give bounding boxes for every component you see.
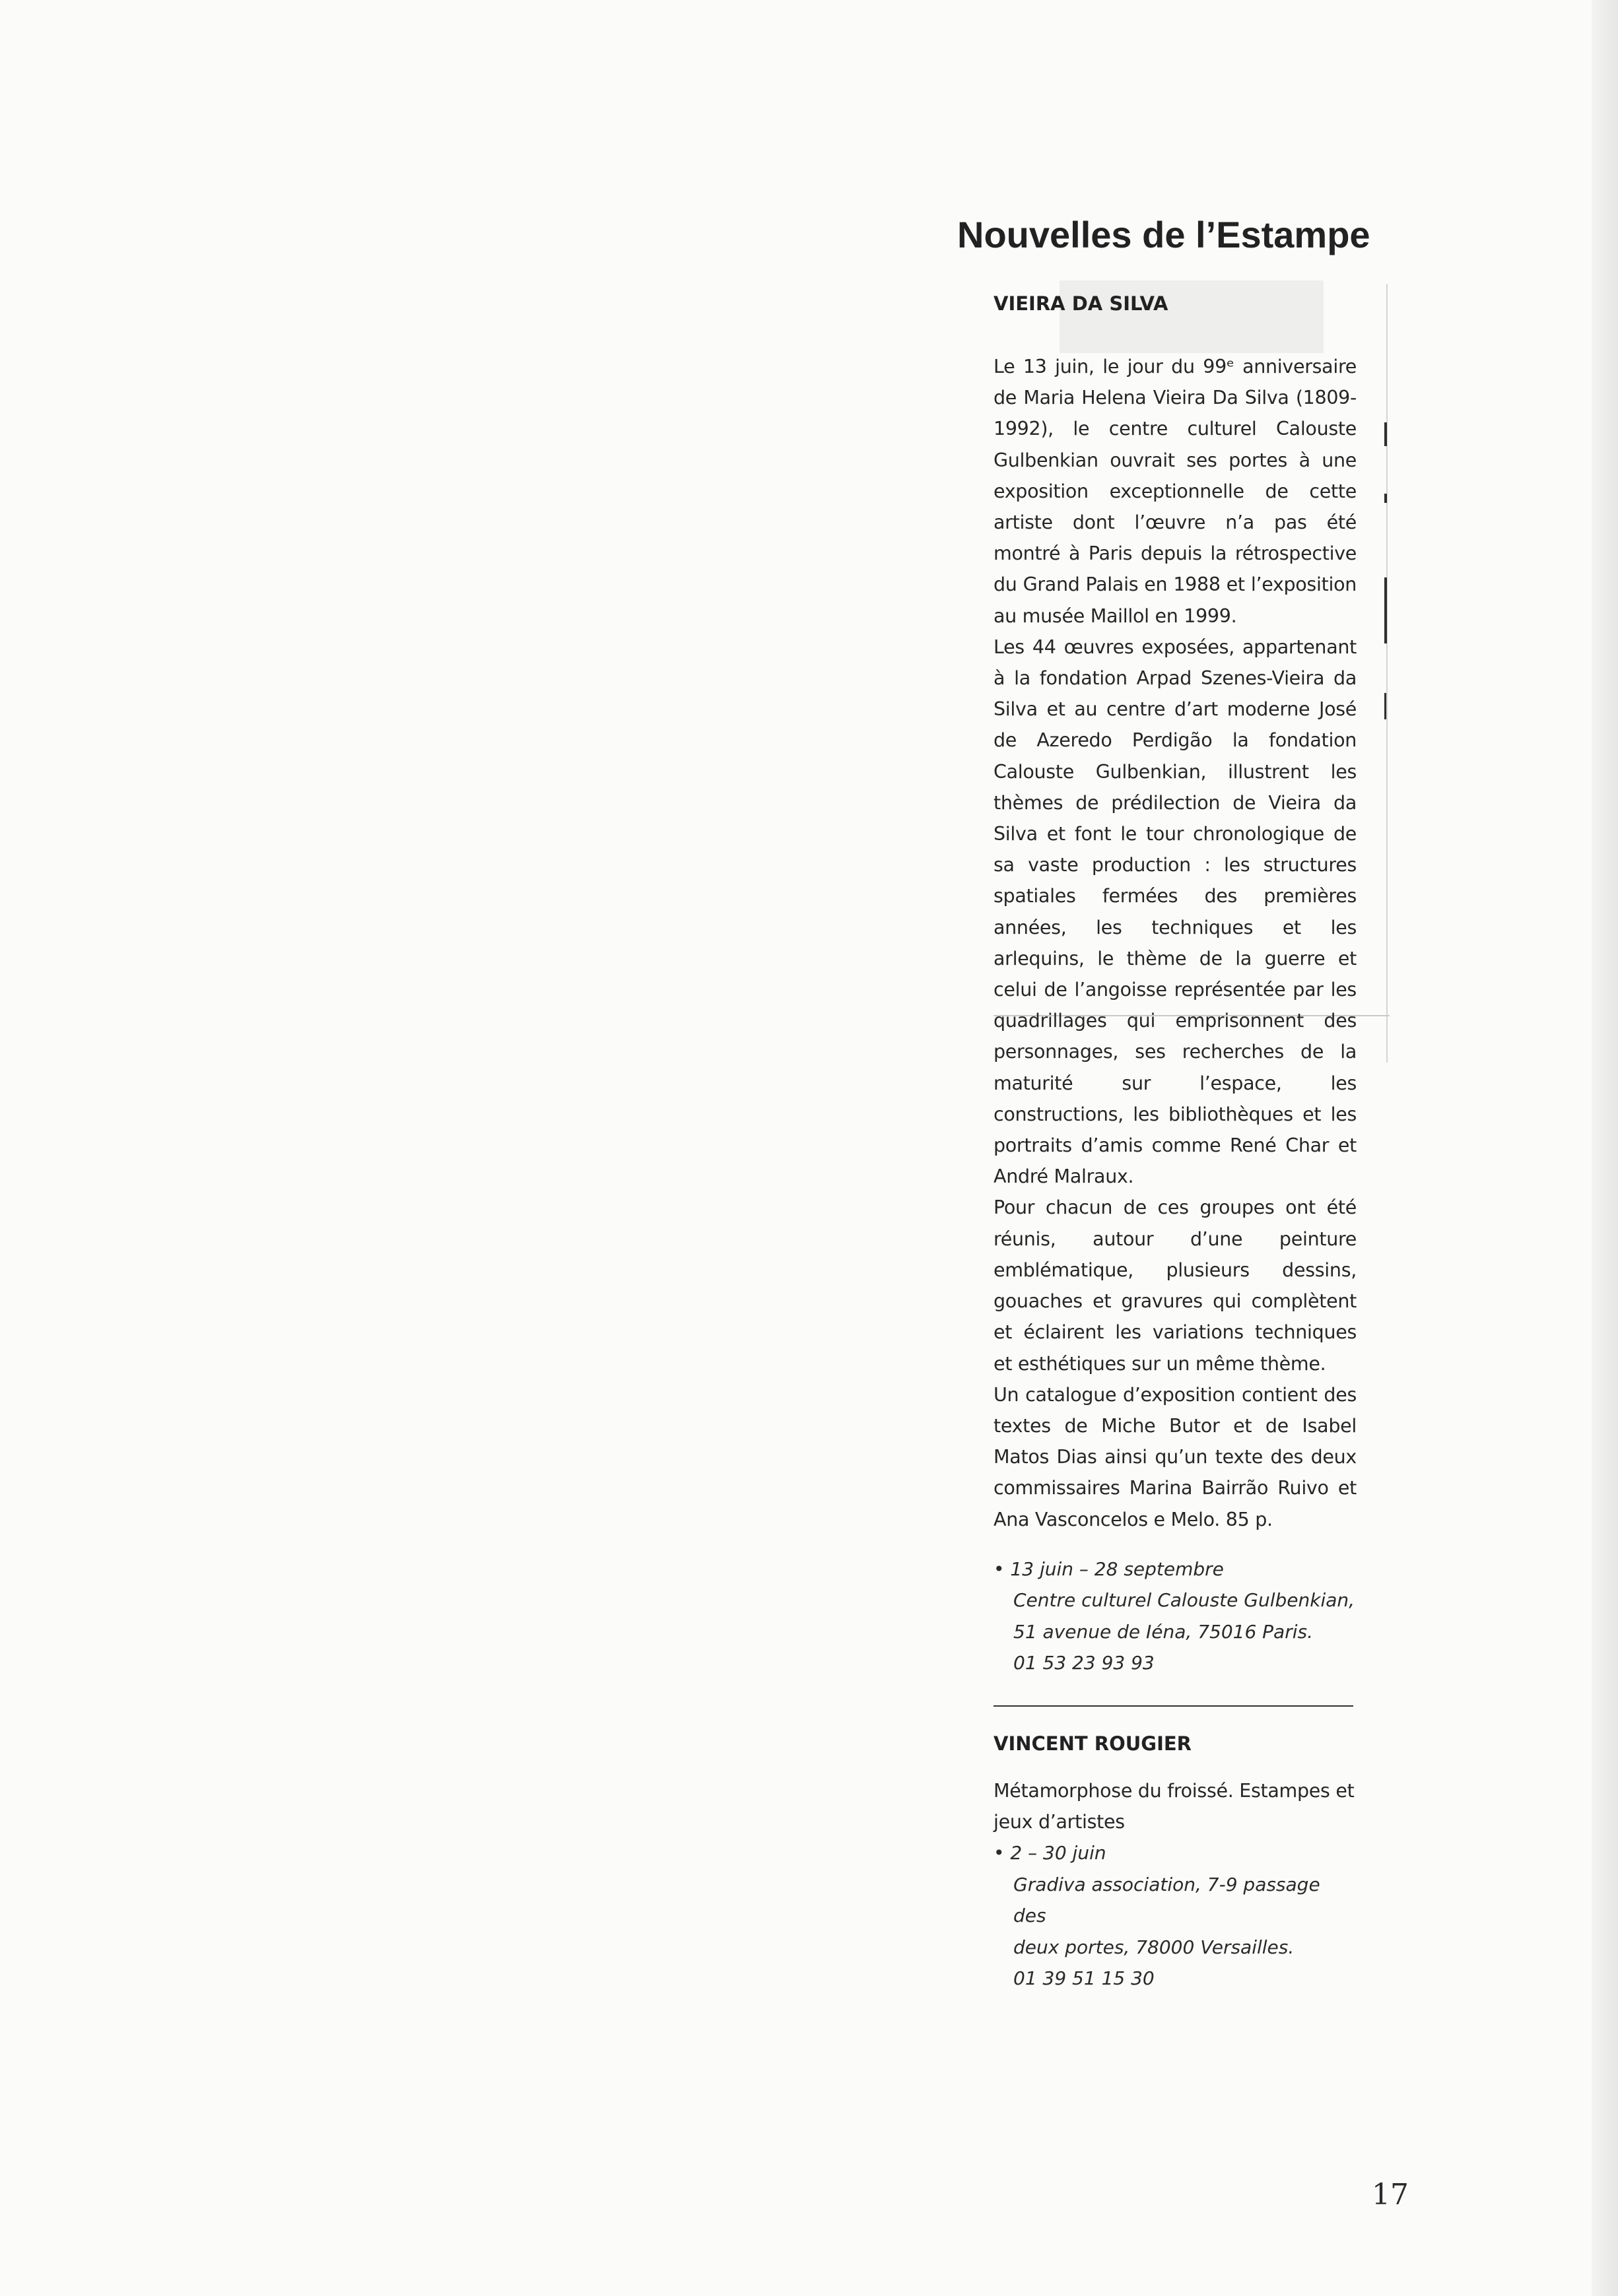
article-title-vieira-da-silva: VIEIRA DA SILVA [994,292,1168,315]
exhibition-dates: • 2 – 30 juin [994,1842,1106,1864]
scan-mark [1384,494,1387,503]
page-title: Nouvelles de l’Estampe [957,213,1370,255]
paragraph: Métamorphose du froissé. Estampes et jeux d’artistes [994,1779,1355,1833]
exhibition-phone: 01 53 23 93 93 [1013,1652,1155,1674]
exhibition-dates: • 13 juin – 28 septembre [994,1558,1224,1580]
exhibition-venue: Centre culturel Calouste Gulbenkian, [1013,1589,1355,1612]
article-body [994,1775,1357,1837]
exhibition-info [994,1837,1357,1994]
article-column [994,290,1357,1994]
exhibition-address: 51 avenue de Iéna, 75016 Paris. [1013,1620,1313,1643]
clipping-edge [1386,284,1388,1063]
scan-mark [1384,577,1387,643]
exhibition-phone: 01 39 51 15 30 [1013,1967,1155,1990]
page-number: 17 [1372,2178,1409,2212]
page-edge [1592,0,1618,2296]
paragraph: Un catalogue d’exposition contient des textes de Miche Butor et de Isabel Matos Dias ainsi qu’un texte des deux commissaires Marina Bairrão Ruivo et Ana Vasconcelos e Melo. 85 p. [994,1383,1357,1530]
exhibition-address: deux portes, 78000 Versailles. [1013,1936,1295,1958]
article-title-vincent-rougier: VINCENT ROUGIER [994,1732,1192,1755]
paragraph: Le 13 juin, le jour du 99ᵉ anniversaire de Maria Helena Vieira Da Silva (1809-1992), le centre culturel Calouste Gulbenkian ouvrait ses portes à une exposition exceptionnelle de cette artiste dont l’œuvre n’a pas été montré à Paris depuis la rétrospective du Grand Palais en 1988 et l’exposition au musée Maillol en 1999. [994,356,1357,627]
exhibition-info [994,1554,1357,1679]
scan-mark [1384,422,1387,446]
paragraph: Pour chacun de ces groupes ont été réunis, autour d’une peinture emblématique, plusieurs dessins, gouaches et gravures qui complètent et éclairent les variations techniques et esthétiques sur un même thème. [994,1197,1357,1375]
exhibition-address: Gradiva association, 7-9 passage des [1013,1873,1320,1927]
section-divider [994,1705,1353,1707]
paragraph: Les 44 œuvres exposées, appartenant à la fondation Arpad Szenes-Vieira da Silva et au centre d’art moderne José de Azeredo Perdigão la fondation Calouste Gulbenkian, illustrent les thèmes de prédilection de Vieira da Silva et font le tour chronologique de sa vaste production : les structures spatiales fermées des premières années, les techniques et les arlequins, le thème de la guerre et celui de l’angoisse représentée par les quadrillages qui emprisonnent des personnages, ses recherches de la maturité sur l’espace, les constructions, les bibliothèques et les portraits d’amis comme René Char et André Malraux. [994,636,1357,1188]
scan-mark [1384,693,1386,719]
article-body [994,351,1357,1535]
